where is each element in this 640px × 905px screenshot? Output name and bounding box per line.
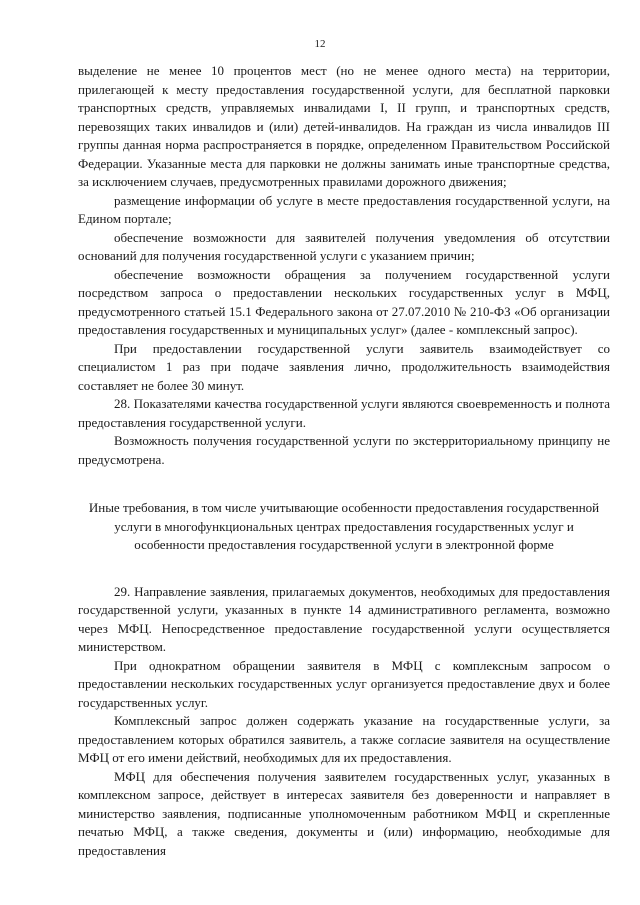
section-heading: Иные требования, в том числе учитывающие особенности предоставления государственной услуги в многофункциональных центрах предоставления государственных услуг и особенности предоставления государственной услуги в электронной форме xyxy=(88,500,600,552)
paragraph-extraterritorial: Возможность получения государственной услуги по экстерриториальному принципу не предусмотрена. xyxy=(78,433,610,467)
paragraph-complex-content: Комплексный запрос должен содержать указание на государственные услуги, за предоставлением которых обратился заявитель, а также согласие заявителя на осуществление МФЦ от его имени действий, необходимых для их предоставления. xyxy=(78,713,610,765)
paragraph-single-request: При однократном обращении заявителя в МФЦ с комплексным запросом о предоставлении нескольких государственных услуг организуется предоставление двух и более государственных услуг. xyxy=(78,657,610,710)
paragraph-interaction: При предоставлении государственной услуги заявитель взаимодействует со специалистом 1 раз при подаче заявления лично, продолжительность взаимодействия составляет не более 30 минут. xyxy=(78,340,610,393)
paragraph-parking: выделение не менее 10 процентов мест (но не менее одного места) на территории, прилегающей к месту предоставления государственной услуги, для бесплатной парковки транспортных средств, управляемых инвалидами I, II групп, и транспортных средств, перевозящих таких инвалидов и (или) детей-инвалидов. На граждан из числа инвалидов III группы данная норма распространяется в порядке, определенном Правительством Российской Федерации. Указанные места для парковки не должны занимать иные транспортные средства, за исключением случаев, предусмотренных правилами дорожного движения; xyxy=(78,63,610,189)
paragraph-info-placement: размещение информации об услуге в месте предоставления государственной услуги, на Едином портале; xyxy=(78,192,610,226)
paragraph-item-28: 28. Показателями качества государственной услуги являются своевременность и полнота предоставления государственной услуги. xyxy=(78,396,610,430)
paragraph-mfc-actions: МФЦ для обеспечения получения заявителем государственных услуг, указанных в комплексном запросе, действует в интересах заявителя без доверенности и направляет в министерство заявления, подписанные уполномоченным работником МФЦ и скрепленные печатью МФЦ, а также сведения, документы и (или) информацию, необходимые для предоставления xyxy=(78,768,610,858)
document-body xyxy=(78,62,610,860)
paragraph-complex-request: обеспечение возможности обращения за получением государственной услуги посредством запроса о предоставлении нескольких государственных услуг в МФЦ, предусмотренного статьей 15.1 Федерального закона от 27.07.2010 № 210-ФЗ «Об организации предоставления государственных и муниципальных услуг» (далее - комплексный запрос). xyxy=(78,266,610,337)
page-number: 12 xyxy=(314,38,326,50)
paragraph-item-29: 29. Направление заявления, прилагаемых документов, необходимых для предоставления государственной услуги, указанных в пункте 14 административного регламента, возможно через МФЦ. Непосредственное предоставление государственной услуги осуществляется министерством. xyxy=(78,583,610,654)
paragraph-notification: обеспечение возможности для заявителей получения уведомления об отсутствии оснований для получения государственной услуги с указанием причин; xyxy=(78,229,610,263)
